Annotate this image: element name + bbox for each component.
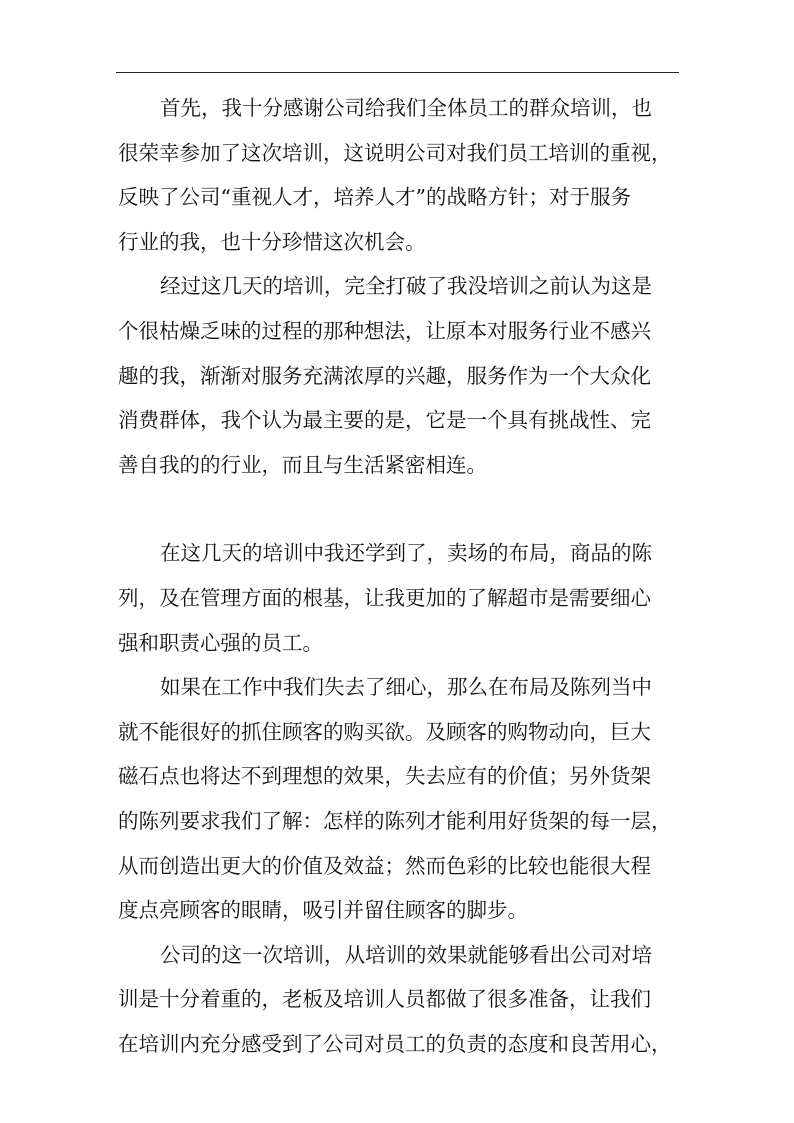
text-line: 善自我的的行业，而且与生活紧密相连。: [118, 452, 487, 477]
paragraph-5: [118, 933, 683, 1067]
text-line: 很荣幸参加了这次培训，这说明公司对我们员工培训的重视，: [118, 140, 672, 165]
text-line: 消费群体，我个认为最主要的是，它是一个具有挑战性、完: [118, 408, 651, 433]
paragraph-2: [118, 264, 683, 487]
text-line: 磁石点也将达不到理想的效果，失去应有的价值；另外货架: [118, 764, 651, 789]
text-line: 度点亮顾客的眼睛，吸引并留住顾客的脚步。: [118, 898, 528, 923]
text-line: 在这几天的培训中我还学到了，卖场的布局，商品的陈: [160, 541, 652, 566]
text-line: 在培训内充分感受到了公司对员工的负责的态度和良苦用心，: [118, 1031, 672, 1056]
text-line: 反映了公司“重视人才，培养人才”的战略方针；对于服务: [118, 185, 631, 210]
paragraph-spacer: [118, 487, 683, 531]
body-text: [118, 86, 683, 1066]
text-line: 训是十分着重的，老板及培训人员都做了很多准备，让我们: [118, 987, 651, 1012]
paragraph-4: [118, 665, 683, 933]
paragraph-1: [118, 86, 683, 264]
text-line: 就不能很好的抓住顾客的购买欲。及顾客的购物动向，巨大: [118, 719, 651, 744]
paragraph-3: [118, 531, 683, 665]
text-line: 列，及在管理方面的根基，让我更加的了解超市是需要细心: [118, 585, 651, 610]
text-line: 经过这几天的培训，完全打破了我没培训之前认为这是: [160, 274, 652, 299]
text-line: 如果在工作中我们失去了细心，那么在布局及陈列当中: [160, 675, 652, 700]
text-line: 首先，我十分感谢公司给我们全体员工的群众培训，也: [160, 96, 652, 120]
text-line: 趣的我，渐渐对服务充满浓厚的兴趣，服务作为一个大众化: [118, 363, 651, 388]
text-line: 强和职责心强的员工。: [118, 630, 323, 655]
header-rule: [116, 72, 679, 73]
text-line: 的陈列要求我们了解：怎样的陈列才能利用好货架的每一层，: [118, 808, 672, 833]
text-line: 从而创造出更大的价值及效益；然而色彩的比较也能很大程: [118, 853, 651, 878]
text-line: 个很枯燥乏味的过程的那种想法，让原本对服务行业不感兴: [118, 318, 651, 343]
text-line: 行业的我，也十分珍惜这次机会。: [118, 229, 426, 254]
text-line: 公司的这一次培训，从培训的效果就能够看出公司对培: [160, 942, 652, 967]
